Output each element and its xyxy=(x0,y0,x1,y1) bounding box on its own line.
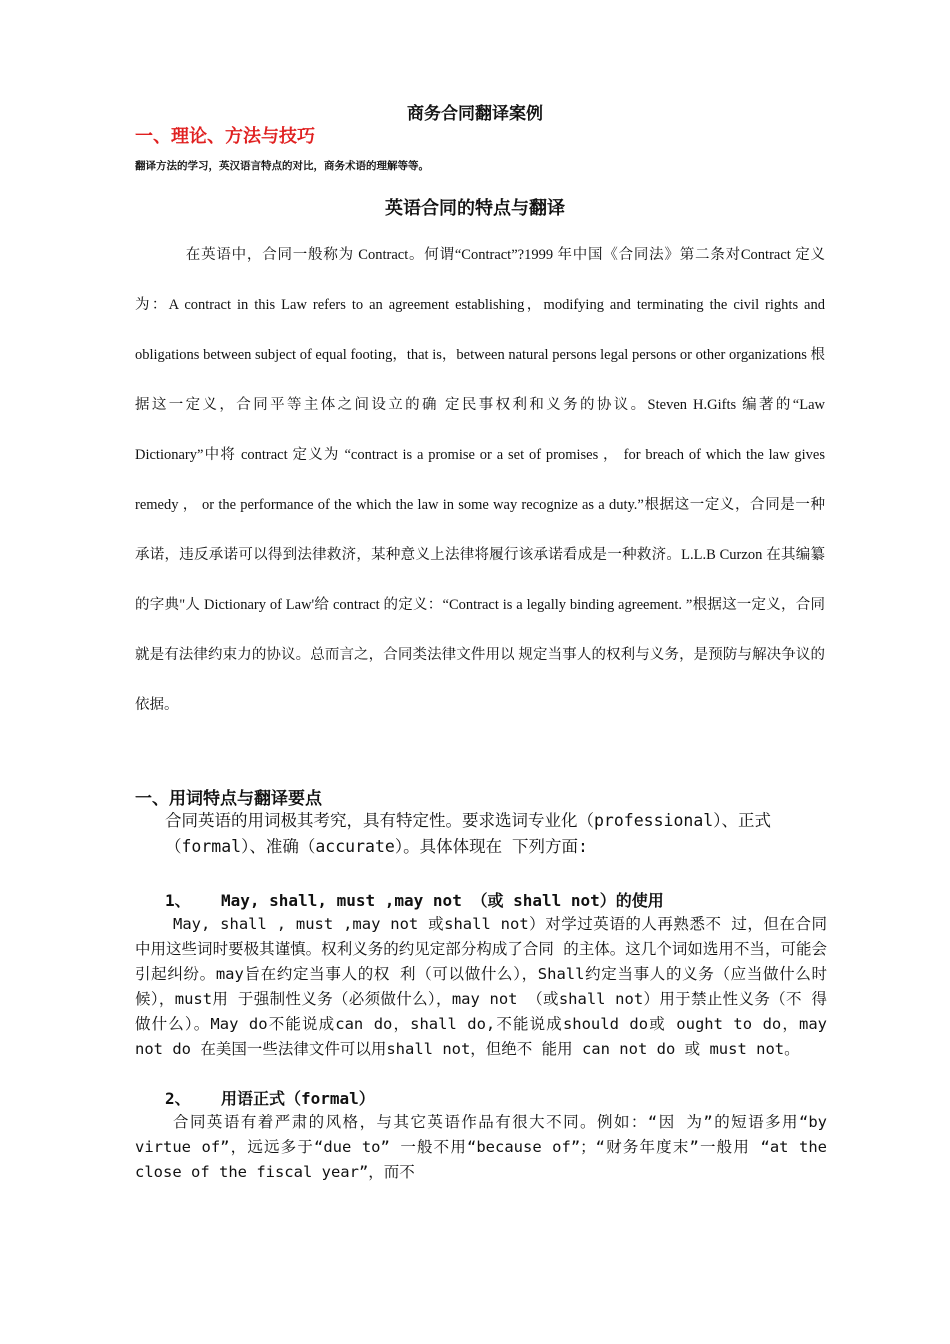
item-body-text: 合同英语有着严肃的风格，与其它英语作品有很大不同。例如：“因 为”的短语多用“by virtue of”，远远多于“due to” 一般不用“because of”；“财务年度末”一般用 “at the close of the fiscal year”，而不 xyxy=(135,1113,827,1181)
main-paragraph-text: 在英语中，合同一般称为 Contract。何谓“Contract”?1999 年中国《合同法》第二条对Contract 定义为：A contract in this Law refers to an agreement establishing，modifying and terminating the civil rights and obligations between subject of equal footing，that is，between natural persons legal persons or other organizations 根 据这一定义，合同平等主体之间设立的确 定民事权利和义务的协议。Steven H.Gifts 编著的“Law Dictionary”中将 contract 定义为 “contract is a promise or a set of promises ， for breach of which the law gives remedy ， or the performance of the which the law in some way recognize as a duty.”根据这一定义，合同是一种 承诺，违反承诺可以得到法律救济，某种意义上法律将履行该承诺看成是一种救济。L.L.B Curzon 在其编纂的字典"人 Dictionary of Law'给 contract 的定义：“Contract is a legally binding agreement. ”根据这一定义，合同就是有法律约束力的协议。总而言之，合同类法律文件用以 规定当事人的权利与义务，是预防与解决争议的依据。 xyxy=(135,247,825,713)
main-paragraph xyxy=(135,230,825,730)
item-title: May, shall, must ,may not （或 shall not）的使用 xyxy=(221,891,664,910)
subtitle: 英语合同的特点与翻译 xyxy=(385,198,565,219)
word-section-intro: 合同英语的用词极其考究，具有特定性。要求选词专业化（professional）、正式（formal）、准确（accurate）。具体体现在 下列方面: xyxy=(165,811,771,856)
item-title: 用语正式（formal） xyxy=(221,1089,375,1108)
word-section-heading: 一、用词特点与翻译要点 xyxy=(135,789,322,809)
item-heading-2 xyxy=(165,1086,375,1109)
item-heading-1 xyxy=(165,888,664,911)
section-note: 翻译方法的学习，英汉语言特点的对比，商务术语的理解等等。 xyxy=(135,160,429,172)
item-number: 1、 xyxy=(165,891,191,910)
section-heading-theory: 一、理论、方法与技巧 xyxy=(135,126,315,147)
item-number: 2、 xyxy=(165,1089,191,1108)
item-body-2 xyxy=(135,1110,827,1185)
item-body-text: May, shall , must ,may not 或shall not）对学过英语的人再熟悉不 过，但在合同中用这些词时要极其谨慎。权利义务的约见定部分构成了合同 的主体。这几个词如选用不当，可能会引起纠纷。may旨在约定当事人的权 利（可以做什么），Shall约定当事人的义务（应当做什么时候），must用 于强制性义务（必须做什么），may not （或shall not）用于禁止性义务（不 得做什么）。May do不能说成can do，shall do,不能说成should do或 ought to do，may not do 在美国一些法律文件可以用shall not，但绝不 能用 can not do 或 must not。 xyxy=(135,915,827,1058)
item-body-1 xyxy=(135,912,827,1062)
document-title: 商务合同翻译案例 xyxy=(407,104,543,124)
